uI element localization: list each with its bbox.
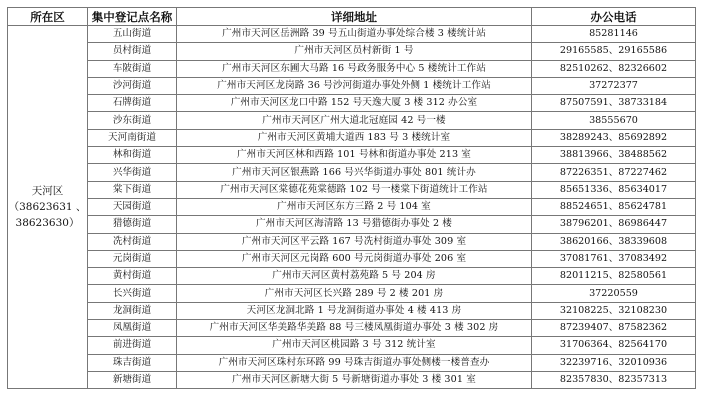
point-phone: 82510262、82326602: [532, 60, 696, 77]
point-name: 珠吉街道: [88, 354, 177, 371]
table-row: [8, 285, 696, 302]
point-phone: 82011215、82580561: [532, 268, 696, 285]
table-row: [8, 77, 696, 94]
point-name: 车陂街道: [88, 60, 177, 77]
point-name: 沙东街道: [88, 112, 177, 129]
table-row: [8, 198, 696, 215]
point-name: 猎德街道: [88, 216, 177, 233]
point-address: 广州市天河区黄村荔苑路 5 号 204 房: [177, 268, 532, 285]
district-phone-line1: （38623631 、: [8, 201, 87, 214]
point-phone: 38796201、86986447: [532, 216, 696, 233]
table-row: [8, 60, 696, 77]
point-phone: 38555670: [532, 112, 696, 129]
table-row: [8, 337, 696, 354]
district-cell: [8, 26, 88, 389]
point-address: 广州市天河区黄埔大道西 183 号 3 楼统计室: [177, 129, 532, 146]
header-address: 详细地址: [177, 8, 532, 26]
point-phone: 87507591、38733184: [532, 95, 696, 112]
district-phone-line2: 38623630）: [15, 217, 80, 230]
point-name: 天河南街道: [88, 129, 177, 146]
point-address: 广州市天河区龙口中路 152 号天逸大厦 3 楼 312 办公室: [177, 95, 532, 112]
table-row: [8, 233, 696, 250]
point-address: 广州市天河区新塘大街 5 号新塘街道办事处 3 楼 301 室: [177, 371, 532, 388]
table-row: [8, 250, 696, 267]
point-address: 广州市天河区龙岗路 36 号沙河街道办事处外侧 1 楼统计工作站: [177, 77, 532, 94]
table-row: [8, 371, 696, 388]
table-row: [8, 216, 696, 233]
point-address: 广州市天河区林和西路 101 号林和街道办事处 213 室: [177, 147, 532, 164]
point-address: 广州市天河区桃园路 3 号 312 统计室: [177, 337, 532, 354]
registration-points-table: [7, 7, 696, 389]
point-name: 沙河街道: [88, 77, 177, 94]
point-phone: 37081761、37083492: [532, 250, 696, 267]
point-address: 天河区龙洞北路 1 号龙洞街道办事处 4 楼 413 房: [177, 302, 532, 319]
point-address: 广州市天河区棠德花苑棠德路 102 号一楼棠下街道统计工作站: [177, 181, 532, 198]
table-row: [8, 147, 696, 164]
table-row: [8, 26, 696, 43]
point-address: 广州市天河区员村新街 1 号: [177, 43, 532, 60]
point-address: 广州市天河区珠村东环路 99 号珠吉街道办事处侧楼一楼普查办: [177, 354, 532, 371]
point-name: 石牌街道: [88, 95, 177, 112]
point-phone: 85651336、85634017: [532, 181, 696, 198]
point-phone: 87226351、87227462: [532, 164, 696, 181]
point-phone: 88524651、85624781: [532, 198, 696, 215]
point-address: 广州市天河区广州大道北冠庭园 42 号一楼: [177, 112, 532, 129]
point-address: 广州市天河区银燕路 166 号兴华街道办事处 801 统计办: [177, 164, 532, 181]
point-address: 广州市天河区东圃大马路 16 号政务服务中心 5 楼统计工作站: [177, 60, 532, 77]
header-phone: 办公电话: [532, 8, 696, 26]
header-district: 所在区: [8, 8, 88, 26]
point-phone: 37220559: [532, 285, 696, 302]
table-row: [8, 43, 696, 60]
header-point-name: 集中登记点名称: [88, 8, 177, 26]
point-phone: 87239407、87582362: [532, 320, 696, 337]
point-address: 广州市天河区海清路 13 号猎德街办事处 2 楼: [177, 216, 532, 233]
point-phone: 82357830、82357313: [532, 371, 696, 388]
point-name: 五山街道: [88, 26, 177, 43]
point-name: 兴华街道: [88, 164, 177, 181]
point-phone: 29165585、29165586: [532, 43, 696, 60]
point-name: 前进街道: [88, 337, 177, 354]
point-phone: 38620166、38339608: [532, 233, 696, 250]
point-name: 员村街道: [88, 43, 177, 60]
point-phone: 31706364、82564170: [532, 337, 696, 354]
table-body: [8, 26, 696, 389]
point-name: 元岗街道: [88, 250, 177, 267]
table-row: [8, 164, 696, 181]
point-name: 新塘街道: [88, 371, 177, 388]
table-row: [8, 181, 696, 198]
point-address: 广州市天河区元岗路 600 号元岗街道办事处 206 室: [177, 250, 532, 267]
point-phone: 38813966、38488562: [532, 147, 696, 164]
table-row: [8, 320, 696, 337]
point-name: 冼村街道: [88, 233, 177, 250]
point-name: 黄村街道: [88, 268, 177, 285]
table-row: [8, 268, 696, 285]
point-name: 林和街道: [88, 147, 177, 164]
table-row: [8, 95, 696, 112]
point-address: 广州市天河区岳洲路 39 号五山街道办事处综合楼 3 楼统计站: [177, 26, 532, 43]
point-name: 棠下街道: [88, 181, 177, 198]
point-phone: 85281146: [532, 26, 696, 43]
point-phone: 37272377: [532, 77, 696, 94]
point-address: 广州市天河区平云路 167 号冼村街道办事处 309 室: [177, 233, 532, 250]
point-phone: 38289243、85692892: [532, 129, 696, 146]
table-row: [8, 112, 696, 129]
point-address: 广州市天河区华美路华美路 88 号三楼凤凰街道办事处 3 楼 302 房: [177, 320, 532, 337]
point-phone: 32239716、32010936: [532, 354, 696, 371]
district-name: 天河区: [31, 185, 64, 198]
point-address: 广州市天河区东方三路 2 号 104 室: [177, 198, 532, 215]
point-address: 广州市天河区长兴路 289 号 2 楼 201 房: [177, 285, 532, 302]
point-name: 龙洞街道: [88, 302, 177, 319]
table-row: [8, 129, 696, 146]
point-name: 长兴街道: [88, 285, 177, 302]
table-row: [8, 354, 696, 371]
table-header-row: [8, 8, 696, 26]
point-name: 凤凰街道: [88, 320, 177, 337]
table-row: [8, 302, 696, 319]
point-name: 天园街道: [88, 198, 177, 215]
point-phone: 32108225、32108230: [532, 302, 696, 319]
